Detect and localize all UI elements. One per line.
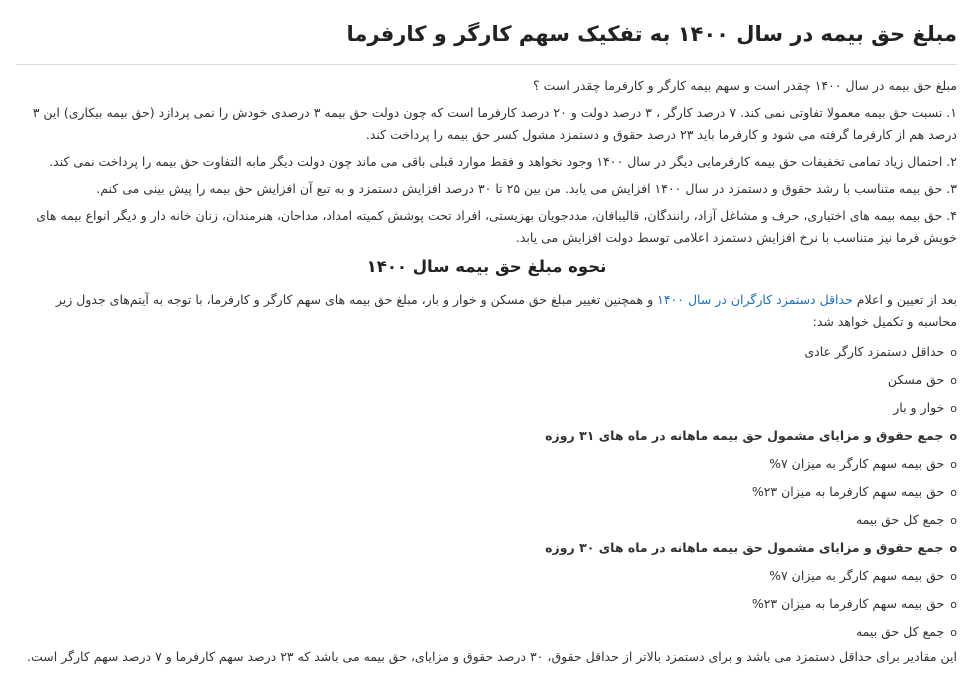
bullet-icon: o bbox=[949, 430, 957, 443]
list-item bbox=[16, 450, 957, 478]
bullet-icon: o bbox=[950, 514, 957, 527]
bullet-icon: o bbox=[950, 374, 957, 387]
list-item bbox=[16, 394, 957, 422]
bullet-icon: o bbox=[950, 346, 957, 359]
point-2: ۲. احتمال زیاد تمامی تخفیفات حق بیمه کارفرمایی دیگر در سال ۱۴۰۰ وجود نخواهد و فقط موارد قبلی باقی می ماند چون دولت دیگر مابه التفاوت حق بیمه را پرداخت نمی کند. bbox=[49, 154, 957, 169]
list-item-text: حق مسکن bbox=[887, 372, 945, 387]
list-item bbox=[16, 590, 957, 618]
list-item-text: حق بیمه سهم کارفرما به میزان ۲۳% bbox=[751, 484, 945, 499]
list-item-text: جمع کل حق بیمه bbox=[855, 624, 945, 639]
list-item bbox=[16, 366, 957, 394]
min-wage-link[interactable]: حداقل دستمزد کارگران در سال ۱۴۰۰ bbox=[657, 292, 853, 307]
list-item-text: حداقل دستمزد کارگر عادی bbox=[804, 344, 945, 359]
list-item-heading bbox=[16, 534, 957, 562]
bullet-icon: o bbox=[949, 542, 957, 555]
list-item-text: جمع حقوق و مزایای مشمول حق بیمه ماهانه در ماه های ۳۱ روزه bbox=[545, 428, 944, 443]
bullet-icon: o bbox=[950, 458, 957, 471]
list-item-text: حق بیمه سهم کارگر به میزان ۷% bbox=[769, 568, 945, 583]
section-intro-end: و همچنین تغییر مبلغ حق مسکن و خوار و بار، مبلغ حق بیمه های سهم کارگر و کارفرما، با توجه به آیتم‌های جدول زیر محاسبه و تکمیل خواهد شد: bbox=[55, 292, 957, 329]
list-item bbox=[16, 562, 957, 590]
section-intro bbox=[16, 289, 957, 333]
list-item bbox=[16, 618, 957, 646]
list-item-text: جمع حقوق و مزایای مشمول حق بیمه ماهانه در ماه های ۳۰ روزه bbox=[545, 540, 944, 555]
list-item-heading bbox=[16, 422, 957, 450]
bullet-icon: o bbox=[950, 626, 957, 639]
list-item bbox=[16, 506, 957, 534]
bullet-icon: o bbox=[950, 570, 957, 583]
bullet-icon: o bbox=[950, 598, 957, 611]
title-divider bbox=[16, 64, 957, 65]
intro-question: مبلغ حق بیمه در سال ۱۴۰۰ چقدر است و سهم بیمه کارگر و کارفرما چقدر است ؟ bbox=[533, 78, 957, 93]
point-3: ۳. حق بیمه متناسب با رشد حقوق و دستمزد در سال ۱۴۰۰ افزایش می یابد. من بین ۲۵ تا ۳۰ درصد افزایش دستمزد و به تبع آن افزایش حق بیمه را پیش بینی می کنم. bbox=[96, 181, 957, 196]
list-item-text: حق بیمه سهم کارفرما به میزان ۲۳% bbox=[751, 596, 945, 611]
bullet-icon: o bbox=[950, 486, 957, 499]
list-item-text: حق بیمه سهم کارگر به میزان ۷% bbox=[769, 456, 945, 471]
list-item-text: خوار و بار bbox=[893, 400, 945, 415]
section-heading: نحوه مبلغ حق بیمه سال ۱۴۰۰ bbox=[366, 257, 607, 276]
list-item-text: جمع کل حق بیمه bbox=[855, 512, 945, 527]
list-item bbox=[16, 478, 957, 506]
insurance-items-list bbox=[16, 338, 957, 646]
point-4: ۴. حق بیمه بیمه های اختیاری، حرف و مشاغل آزاد، رانندگان، قالیبافان، مددجویان بهزیستی، افراد تحت پوشش کمیته امداد، مداحان، هنرمندان، زنان خانه دار و دیگر انواع بیمه های خویش فرما نیز متناسب با نرخ افزایش دستمزد اعلامی توسط دولت افزایش می یابد. bbox=[36, 208, 957, 245]
list-item bbox=[16, 338, 957, 366]
closing-note: این مقادیر برای حداقل دستمزد می باشد و برای دستمزد بالاتر از حداقل حقوق، ۳۰ درصد حقوق و مزایای، حق بیمه می باشد که ۲۳ درصد سهم کارفرما و ۷ درصد سهم کارگر است. bbox=[26, 649, 957, 664]
section-intro-start: بعد از تعیین و اعلام bbox=[852, 292, 957, 307]
bullet-icon: o bbox=[950, 402, 957, 415]
point-1: ۱. نسبت حق بیمه معمولا تفاوتی نمی کند. ۷ درصد کارگر ، ۳ درصد دولت و ۲۰ درصد کارفرما است که چون دولت حق بیمه ۳ درصدی خودش را نمی پردازد (حق بیمه بیکاری) این ۳ درصد هم از کارفرما گرفته می شود و کارفرما باید ۲۳ درصد حقوق و دستمزد مشول کسر حق بیمه را پرداخت کند. bbox=[32, 105, 957, 142]
page-title: مبلغ حق بیمه در سال ۱۴۰۰ به تفکیک سهم کارگر و کارفرما bbox=[346, 22, 957, 46]
